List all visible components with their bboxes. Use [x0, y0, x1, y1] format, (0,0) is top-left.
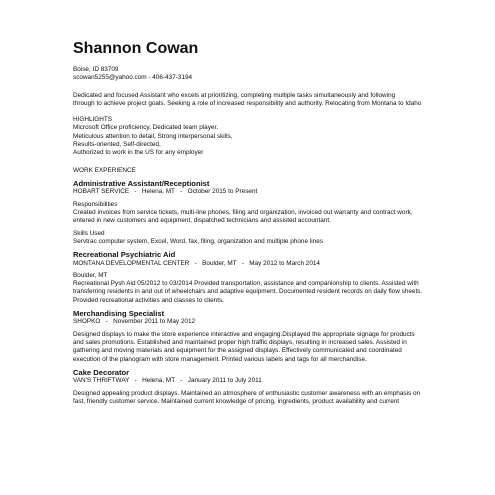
job-block — [73, 201, 425, 226]
highlight-item: Microsoft Office proficiency, Dedicated team player, — [73, 124, 219, 132]
job-meta — [73, 260, 425, 268]
job-entry — [73, 309, 425, 364]
job-entry — [73, 368, 425, 406]
job-company: VAN'S THRIFTWAY — [73, 377, 130, 385]
candidate-name: Shannon Cowan — [73, 40, 199, 57]
work-experience-title: WORK EXPERIENCE — [73, 166, 136, 174]
job-dates: May 2012 to March 2014 — [249, 259, 320, 267]
block-text: Servtrac computer system, Excel, Word, fax, filing, organization and multiple phone lines — [73, 237, 323, 245]
job-company: SHOPKO — [73, 318, 101, 326]
job-dates: January 2011 to July 2011 — [187, 377, 262, 385]
job-dates: November 2011 to May 2012 — [113, 318, 196, 326]
job-block — [73, 331, 425, 364]
meta-separator: - — [100, 318, 114, 326]
meta-separator: - — [129, 188, 142, 196]
location-text: Boise, ID 83709 — [73, 66, 119, 73]
highlight-item: Authorized to work in the US for any employer — [73, 149, 204, 157]
block-text: Designed displays to make the store experience interactive and engaging.Displayed the appropriate signage for products and sales promotions. Established and maintained proper high traffic displays, resulting in increased sales. Assisted in gathering and moving materials and equipment for the assigned displays. Effectively communicated and coordinated execution of the planogram with store management. Printed various labels and tags for all merchandise. — [73, 330, 415, 363]
job-title: Recreational Psychiatric Aid — [73, 250, 176, 260]
job-block — [73, 230, 425, 247]
resume-page — [73, 40, 425, 410]
meta-separator: - — [129, 377, 143, 385]
job-location: Helena, MT — [141, 188, 175, 196]
job-company: MONTANA DEVELOPMENTAL CENTER — [73, 259, 190, 267]
contact-info: scowan5255@yahoo.com - 406-437-3194 — [73, 74, 193, 82]
job-location: Helena, MT — [142, 377, 175, 385]
job-block — [73, 390, 425, 407]
block-text: Recreational Pysh Aid 05/2012 to 03/2014 Provided transportation, assistance and companionship to clients. Assisted with transferring residents in and out of wheelchairs and adaptive equipment. Documented resident records on daily flow sheets. Provided recreational activities and classes to clients. — [73, 280, 423, 304]
job-location: Boulder, MT — [202, 259, 237, 267]
meta-separator: - — [236, 259, 250, 267]
job-entry — [73, 179, 425, 246]
highlight-item: Meticulous attention to detail, Strong interpersonal skills, — [73, 132, 233, 140]
job-meta — [73, 377, 425, 385]
highlights-section — [73, 116, 425, 157]
meta-separator: - — [189, 259, 203, 267]
job-title: Administrative Assistant/Receptionist — [73, 178, 210, 188]
block-text: Created invoices from service tickets, multi-line phones, filing and organization, invoiced out warranty and contract work, entered in new customers and equipment, dispatched technicians and assisted accountant. — [73, 208, 413, 225]
job-company: HOBART SERVICE — [73, 188, 130, 196]
block-heading: Responsibilities — [73, 200, 118, 208]
summary-line: through to achieve project goals. Seeking a role of increased responsibility and authority. Relocating from Montana to Idaho — [73, 99, 422, 107]
job-title: Merchandising Specialist — [73, 309, 165, 319]
job-dates: October 2015 to Present — [187, 188, 258, 196]
job-meta — [73, 188, 425, 196]
meta-separator: - — [174, 377, 188, 385]
job-block — [73, 272, 425, 305]
job-title: Cake Decorator — [73, 367, 130, 377]
highlight-item: Results-oriented, Self-directed, — [73, 141, 161, 149]
job-entry — [73, 250, 425, 305]
block-text: Designed appealing product displays. Maintained an atmosphere of enthusiastic customer awareness with an emphasis on fast, friendly customer service. Maintained current knowledge of pricing, ingredients, product availability and current — [73, 389, 421, 405]
contact-block — [73, 66, 425, 83]
job-meta — [73, 318, 425, 326]
highlights-title: HIGHLIGHTS — [73, 116, 113, 124]
summary-line: Dedicated and focused Assistant who excels at prioritizing, completing multiple tasks simultaneously and following — [73, 91, 396, 99]
block-heading: Boulder, MT — [73, 271, 108, 279]
block-heading: Skills Used — [73, 229, 105, 237]
meta-separator: - — [174, 188, 188, 196]
summary — [73, 92, 425, 109]
